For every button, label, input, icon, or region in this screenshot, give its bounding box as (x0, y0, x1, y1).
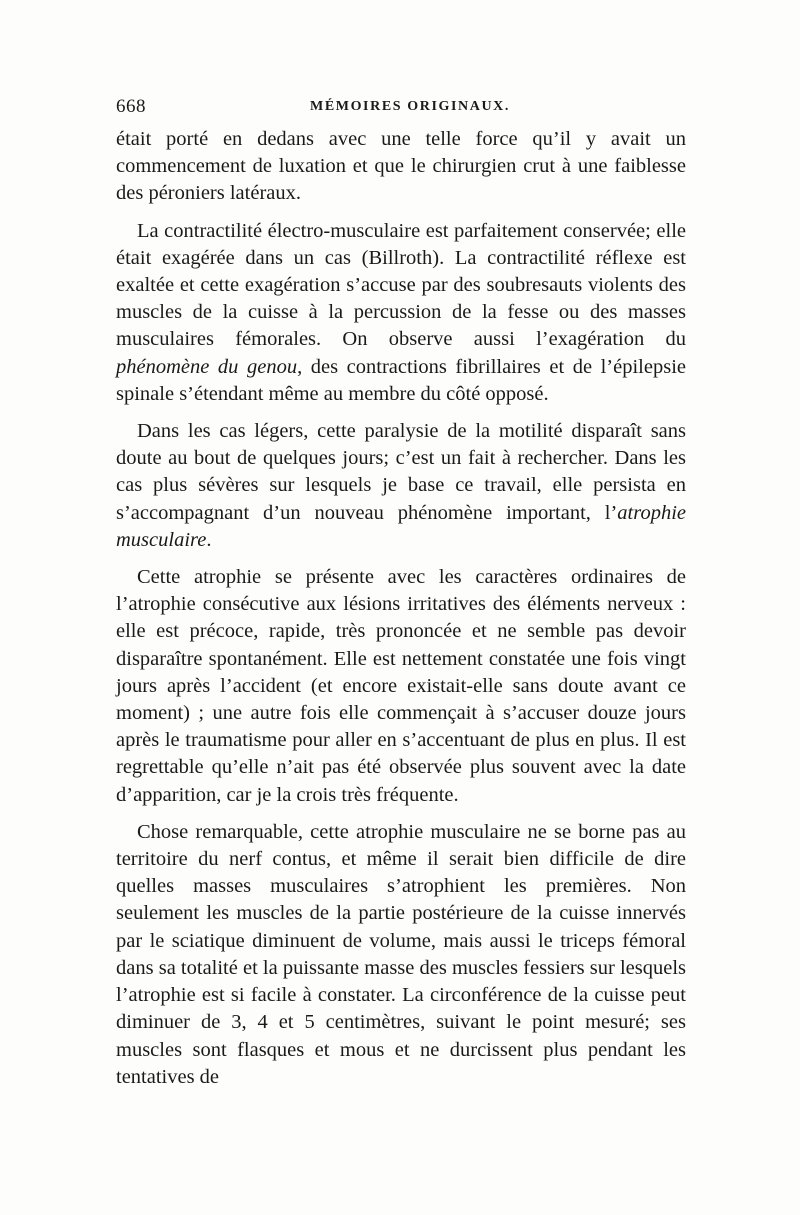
paragraph-4: Cette atrophie se présente avec les caractères ordinaires de l’atrophie consécutive aux lésions irritatives des éléments nerveux : elle est précoce, rapide, très prononcée et ne semble pas devoir disparaître spontanément. Elle est nettement constatée une fois vingt jours après l’accident (et encore existait-elle sans doute avant ce moment) ; une autre fois elle commençait à s’accuser douze jours après le traumatisme pour aller en s’accentuant de plus en plus. Il est regrettable qu’elle n’ait pas été observée plus souvent avec la date d’apparition, car je la crois très fréquente. (116, 566, 686, 806)
body-text (116, 126, 686, 1101)
paragraph-5: Chose remarquable, cette atrophie musculaire ne se borne pas au territoire du nerf contus, et même il serait bien difficile de dire quelles masses musculaires s’atrophient les premières. Non seulement les muscles de la partie postérieure de la cuisse innervés par le sciatique diminuent de volume, mais aussi le triceps fémoral dans sa totalité et la puissante masse des muscles fessiers sur lesquels l’atrophie est si facile à constater. La circonférence de la cuisse peut diminuer de 3, 4 et 5 centimètres, suivant le point mesuré; ses muscles sont flasques et mous et ne durcissent plus pendant les tentatives de (116, 820, 686, 1088)
paragraph-1: était porté en dedans avec une telle force qu’il y avait un commencement de luxation et que le chirurgien crut à une faiblesse des péroniers latéraux. (116, 128, 686, 205)
paragraph-2 (116, 218, 686, 408)
page-header (116, 96, 686, 122)
paragraph-3 (116, 418, 686, 554)
paragraph-3-italic: atrophie musculaire (116, 501, 686, 551)
running-title: MÉMOIRES ORIGINAUX. (310, 99, 510, 114)
page-number: 668 (116, 96, 146, 117)
paragraph-2-part-2: , des contractions fibrillaires et de l’épilepsie spinale s’étendant même au membre du côté opposé. (116, 355, 686, 405)
paragraph-2-italic: phénomène du genou (116, 355, 298, 378)
paragraph-3-part-1: Dans les cas légers, cette paralysie de la motilité disparaît sans doute au bout de quelques jours; c’est un fait à rechercher. Dans les cas plus sévères sur lesquels je base ce travail, elle persista en s’accompagnant d’un nouveau phénomène important, l’ (116, 420, 686, 524)
paragraph-3-part-2: . (206, 528, 212, 551)
paragraph-2-part-1: La contractilité électro-musculaire est parfaitement conservée; elle était exagérée dans un cas (Billroth). La contractilité réflexe est exaltée et cette exagération s’accuse par des soubresauts violents des muscles de la cuisse à la percussion de la fesse ou des masses musculaires fémorales. On observe aussi l’exagération du (116, 219, 686, 351)
